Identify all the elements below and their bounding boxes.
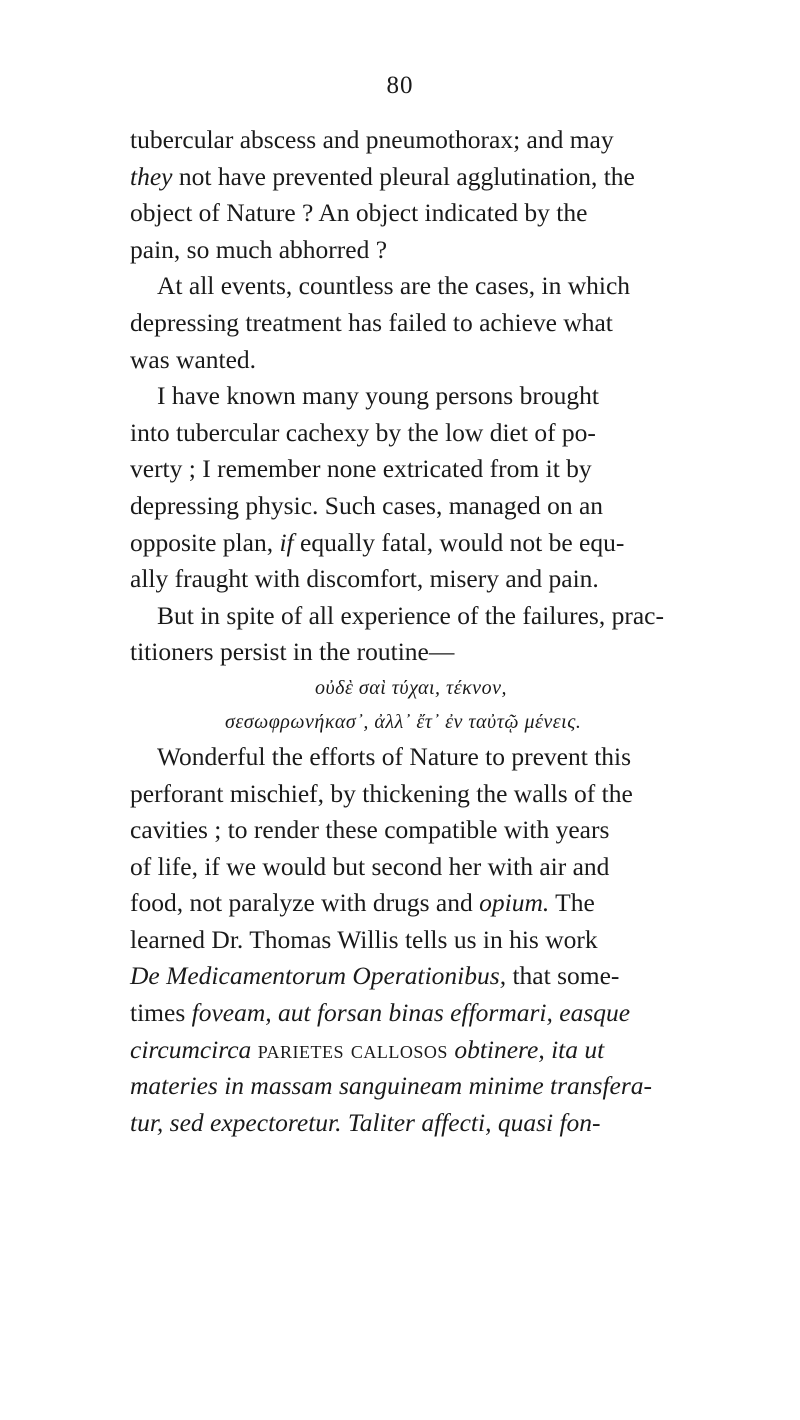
- text-line: [130, 159, 740, 196]
- text-segment: was wanted.: [130, 344, 257, 374]
- text-line: [130, 561, 740, 598]
- text-line: [130, 849, 740, 886]
- text-line: [130, 922, 740, 959]
- text-line: [130, 451, 740, 488]
- text-segment: ally fraught with discomfort, misery and pain.: [130, 564, 599, 594]
- text-line: [130, 634, 740, 671]
- text-line: [130, 122, 740, 159]
- greek-quotation-line: [130, 705, 740, 739]
- text-line: [130, 268, 740, 305]
- text-line: [130, 305, 740, 342]
- text-line: [130, 995, 740, 1032]
- text-segment: obtinere, ita ut: [454, 1034, 605, 1064]
- text-line: [130, 739, 740, 776]
- text-line: [130, 598, 740, 635]
- text-line: [130, 812, 740, 849]
- text-segment: depressing treatment has failed to achieve what: [130, 307, 613, 337]
- text-segment: circumcirca: [130, 1034, 252, 1064]
- text-segment: foveam, aut forsan binas efformari, easque: [191, 998, 631, 1028]
- text-segment: opium.: [479, 888, 550, 918]
- text-segment: food, not paralyze with drugs and: [130, 888, 480, 918]
- text-segment: At all events, countless are the cases, in which: [157, 271, 631, 301]
- text-line: [130, 415, 740, 452]
- text-line: [130, 232, 740, 269]
- text-segment: opposite plan,: [130, 527, 280, 557]
- text-segment: I have known many young persons brought: [157, 381, 599, 411]
- text-line: [130, 776, 740, 813]
- text-line: [130, 1105, 740, 1142]
- text-line: [130, 342, 740, 379]
- text-segment: perforant mischief, by thickening the walls of the: [130, 778, 633, 808]
- text-segment: that some-: [506, 961, 620, 991]
- text-line: [130, 378, 740, 415]
- text-line: [130, 195, 740, 232]
- text-segment: But in spite of all experience of the failures, prac-: [157, 600, 664, 630]
- text-segment: pain, so much abhorred ?: [130, 234, 388, 264]
- text-segment: if: [279, 527, 294, 557]
- text-line: [130, 1032, 740, 1069]
- text-segment: titioners persist in the routine—: [130, 637, 455, 667]
- text-segment: Wonderful the efforts of Nature to prevent this: [157, 741, 632, 771]
- text-segment: The: [549, 888, 595, 918]
- text-segment: σεσωφρωνήκασ᾽, ἀλλ᾽ ἔτ᾽ ἐν ταὐτῷ μένεις.: [225, 710, 582, 733]
- text-segment: οὐδὲ σαὶ τύχαι, τέκνον,: [315, 676, 507, 699]
- text-line: [130, 525, 740, 562]
- text-segment: equally fatal, would not be equ-: [293, 527, 625, 557]
- body-text: [130, 122, 740, 1141]
- text-segment: verty ; I remember none extricated from it by: [130, 454, 592, 484]
- text-line: [130, 1068, 740, 1105]
- page-number: 80: [386, 72, 414, 99]
- greek-quotation-line: [130, 671, 740, 705]
- text-segment: materies in massam sanguineam minime transfera-: [130, 1071, 653, 1101]
- text-line: [130, 958, 740, 995]
- text-segment: tur, sed expectoretur. Taliter affecti, quasi fon-: [130, 1107, 601, 1137]
- text-segment: times: [130, 998, 192, 1028]
- text-line: [130, 488, 740, 525]
- text-segment: into tubercular cachexy by the low diet of po-: [130, 417, 596, 447]
- text-segment: not have prevented pleural agglutination, the: [172, 161, 635, 191]
- text-segment: parietes callosos: [257, 1034, 448, 1064]
- text-segment: cavities ; to render these compatible with years: [130, 815, 610, 845]
- text-segment: depressing physic. Such cases, managed on an: [130, 490, 604, 520]
- text-segment: of life, if we would but second her with air and: [130, 851, 610, 881]
- text-line: [130, 885, 740, 922]
- text-segment: De Medicamentorum Operationibus,: [130, 961, 507, 991]
- text-segment: tubercular abscess and pneumothorax; and may: [130, 125, 614, 154]
- text-segment: learned Dr. Thomas Willis tells us in his work: [130, 924, 598, 954]
- text-segment: object of Nature ? An object indicated by the: [130, 198, 588, 228]
- text-segment: they: [130, 161, 173, 191]
